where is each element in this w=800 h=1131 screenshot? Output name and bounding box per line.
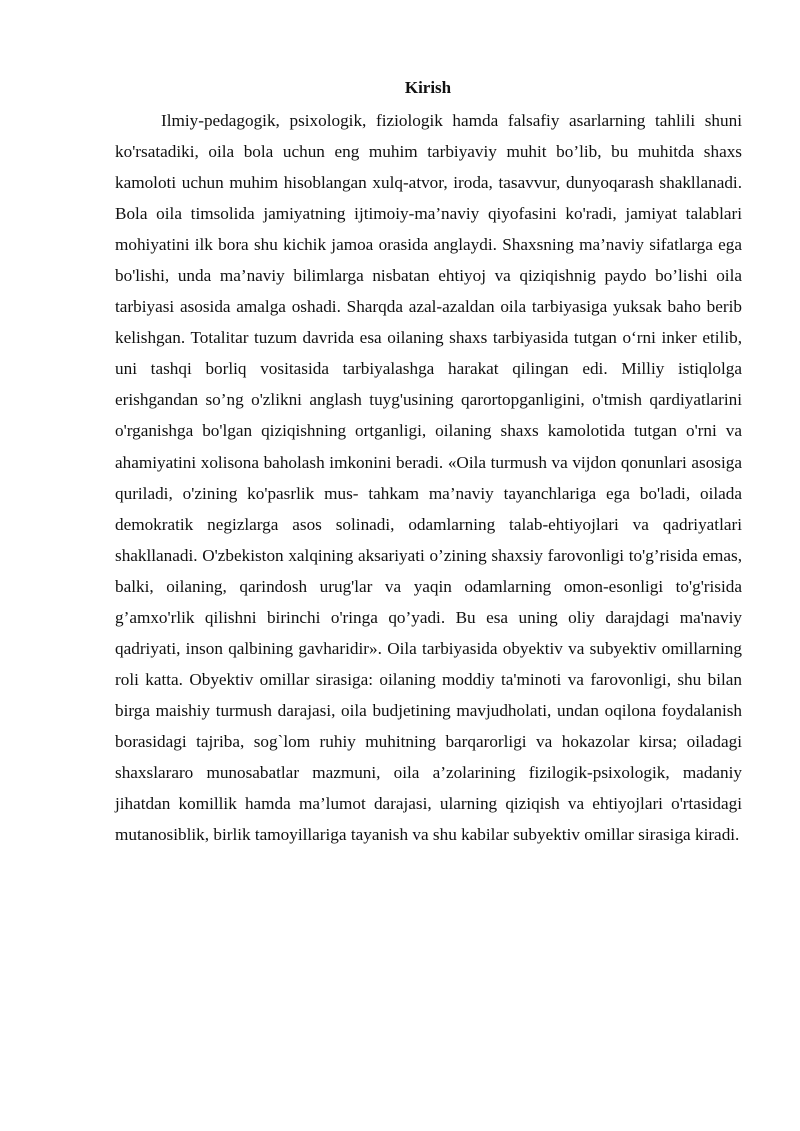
- section-heading: Kirish: [404, 78, 452, 97]
- body-paragraph: Ilmiy-pedagogik, psixologik, fiziologik hamda falsafiy asarlarning tahlili shuni ko'rsatadiki, oila bola uchun eng muhim tarbiyaviy muhit bo’lib, bu muhitda shaxs kamoloti uchun muhim hisoblangan xulq-atvor, iroda, tasavvur, dunyoqarash shakllanadi. Bola oila timsolida jamiyatning ijtimoiy-ma’naviy qiyofasini ko'radi, jamiyat talablari mohiyatini ilk bora shu kichik jamoa orasida anglaydi. Shaxsning ma’naviy sifatlarga ega bo'lishi, unda ma’naviy bilimlarga nisbatan ehtiyoj va qiziqishnig paydo bo’lishi oila tarbiyasi asosida amalga oshadi. Sharqda azal-azaldan oila tarbiyasiga yuksak baho berib kelishgan. Totalitar tuzum davrida esa oilaning shaxs tarbiyasida tutgan o‘rni inker etilib, uni tashqi borliq vositasida tarbiyalashga harakat qilingan edi. Milliy istiqlolga erishgandan so’ng o'zlikni anglash tuyg'usining qarortopganligini, o'tmish qardiyatlarini o'rganishga bo'lgan qiziqishning ortganligi, oilaning shaxs kamolotida tutgan o'rni va ahamiyatini xolisona baholash imkonini beradi. «Oila turmush va vijdon qonunlari asosiga quriladi, o'zining ko'pasrlik mus- tahkam ma’naviy tayanchlariga ega bo'ladi, oilada demokratik negizlarga asos solinadi, odamlarning talab-ehtiyojlari va qadriyatlari shakllanadi. O'zbekiston xalqining aksariyati o’zining shaxsiy farovonligi to'g’risida emas, balki, oilaning, qarindosh urug'lar va yaqin odamlarning omon-esonligi to'g'risida g’amxo'rlik qilishni birinchi o'ringa qo’yadi. Bu esa uning oliy darajdagi ma'naviy qadriyati, inson qalbining gavharidir». Oila tarbiyasida obyektiv va subyektiv omillarning roli katta. Obyektiv omillar sirasiga: oilaning moddiy ta'minoti va farovonligi, shu bilan birga maishiy turmush darajasi, oila budjetining mavjudholati, undan oqilona foydalanish borasidagi tajriba, sog`lom ruhiy muhitning barqarorligi va hokazolar kirsa; oiladagi shaxslararo munosabatlar mazmuni, oila a’zolarining fizilogik-psixologik, madaniy jihatdan komillik hamda ma’lumot darajasi, ularning qiziqish va ehtiyojlari o'rtasidagi mutanosiblik, birlik tamoyillariga tayanish va shu kabilar subyektiv omillar sirasiga kiradi.: [115, 111, 742, 845]
